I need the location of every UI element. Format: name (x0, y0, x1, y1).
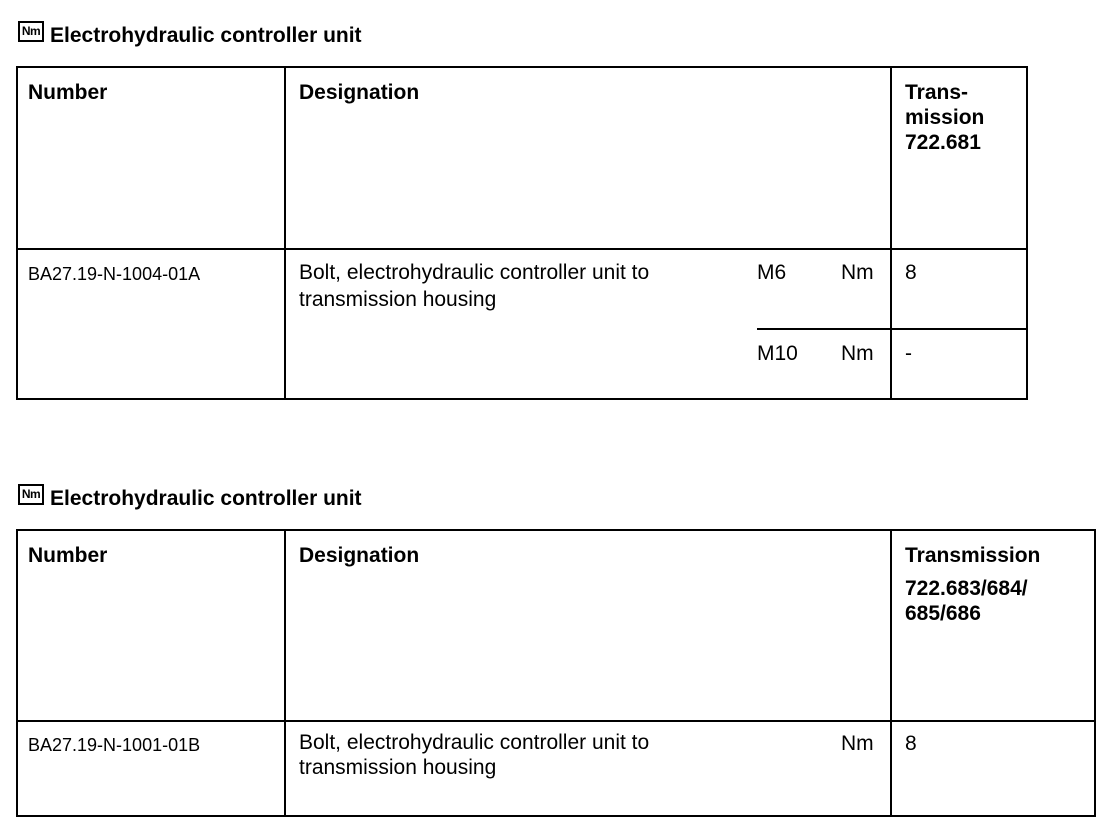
column-divider (890, 529, 892, 817)
header-transmission-model: 722.683/684/ (905, 577, 1028, 600)
header-designation: Designation (299, 544, 420, 567)
designation-text (299, 730, 649, 780)
torque-value: - (905, 342, 912, 365)
designation-line: transmission housing (299, 756, 497, 779)
header-transmission-line: Trans- (905, 81, 969, 104)
thread-size: M10 (757, 342, 798, 365)
column-divider (890, 66, 892, 400)
part-number: BA27.19-N-1004-01A (28, 264, 201, 284)
torque-value: 8 (905, 261, 917, 284)
torque-table (16, 66, 1028, 400)
torque-nm-icon: Nm (18, 484, 44, 505)
column-divider (284, 529, 286, 817)
header-divider (16, 720, 1096, 722)
part-number: BA27.19-N-1001-01B (28, 735, 201, 755)
thread-size: M6 (757, 261, 787, 284)
designation-line: Bolt, electrohydraulic controller unit to (299, 261, 650, 284)
designation-text (299, 259, 649, 313)
header-divider (16, 248, 1028, 250)
header-number: Number (28, 544, 108, 567)
section-title: Electrohydraulic controller unit (50, 487, 362, 510)
header-transmission-line: mission (905, 106, 985, 129)
header-transmission (905, 80, 984, 155)
column-divider (284, 66, 286, 400)
header-transmission-models (905, 576, 1028, 626)
section-title: Electrohydraulic controller unit (50, 24, 362, 47)
torque-value: 8 (905, 732, 917, 755)
header-transmission-model: 722.681 (905, 131, 981, 154)
header-transmission-model: 685/686 (905, 602, 981, 625)
header-transmission: Transmission (905, 544, 1041, 567)
torque-nm-icon: Nm (18, 21, 44, 42)
designation-line: Bolt, electrohydraulic controller unit to (299, 731, 650, 754)
torque-unit: Nm (841, 261, 874, 284)
sub-row-divider (757, 328, 1028, 330)
header-designation: Designation (299, 81, 420, 104)
designation-line: transmission housing (299, 288, 497, 311)
header-number: Number (28, 81, 108, 104)
torque-unit: Nm (841, 732, 874, 755)
torque-unit: Nm (841, 342, 874, 365)
